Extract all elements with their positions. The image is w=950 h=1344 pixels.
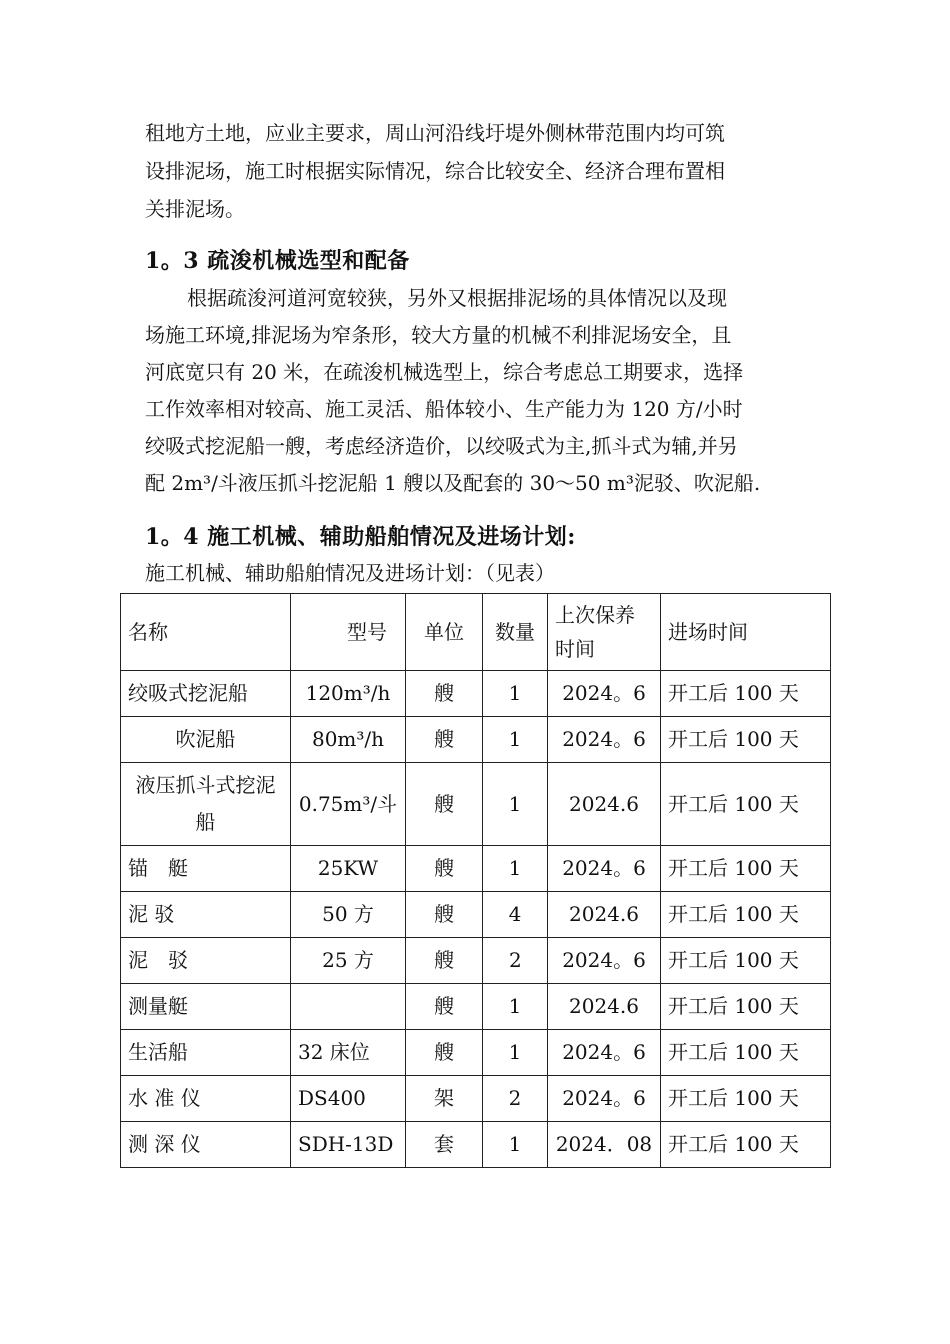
intro-line-2: 设排泥场，施工时根据实际情况，综合比较安全、经济合理布置相 (145, 159, 725, 183)
cell-unit: 艘 (406, 892, 483, 938)
cell-model (291, 984, 406, 1030)
cell-date: 2024。6 (548, 938, 661, 984)
header-name: 名称 (121, 594, 291, 671)
cell-date: 2024。6 (548, 846, 661, 892)
header-model: 型号 (291, 594, 406, 671)
cell-model: 50 方 (291, 892, 406, 938)
cell-date: 2024。6 (548, 717, 661, 763)
cell-name: 液压抓斗式挖泥船 (121, 763, 291, 846)
cell-name: 泥 驳 (121, 938, 291, 984)
cell-unit: 艘 (406, 763, 483, 846)
cell-qty: 1 (483, 984, 548, 1030)
table-row (121, 671, 831, 717)
table-row (121, 938, 831, 984)
cell-unit: 艘 (406, 717, 483, 763)
cell-date: 2024.6 (548, 763, 661, 846)
cell-date: 2024.6 (548, 984, 661, 1030)
cell-entry: 开工后 100 天 (661, 938, 831, 984)
header-last-maintenance: 上次保养时间 (548, 594, 661, 671)
cell-model: SDH-13D (291, 1122, 406, 1168)
section-1-3-heading: 1。3 疏浚机械选型和配备 (145, 248, 410, 274)
cell-name: 锚 艇 (121, 846, 291, 892)
cell-entry: 开工后 100 天 (661, 1076, 831, 1122)
equipment-table (120, 593, 831, 1168)
cell-date: 2024。6 (548, 1030, 661, 1076)
cell-name: 测 深 仪 (121, 1122, 291, 1168)
cell-date: 2024.6 (548, 892, 661, 938)
cell-name: 水 准 仪 (121, 1076, 291, 1122)
cell-model: 120m³/h (291, 671, 406, 717)
cell-qty: 1 (483, 1122, 548, 1168)
table-caption: 施工机械、辅助船舶情况及进场计划：（见表） (145, 561, 555, 585)
header-entry-time: 进场时间 (661, 594, 831, 671)
cell-model: 25KW (291, 846, 406, 892)
section-1-4-heading: 1。4 施工机械、辅助船舶情况及进场计划: (145, 524, 576, 550)
cell-entry: 开工后 100 天 (661, 717, 831, 763)
cell-date: 2024。6 (548, 1076, 661, 1122)
table-row (121, 717, 831, 763)
cell-name: 测量艇 (121, 984, 291, 1030)
cell-name: 绞吸式挖泥船 (121, 671, 291, 717)
cell-qty: 1 (483, 846, 548, 892)
table-row (121, 846, 831, 892)
cell-model: 80m³/h (291, 717, 406, 763)
cell-model: DS400 (291, 1076, 406, 1122)
table-header-row (121, 594, 831, 671)
cell-name: 生活船 (121, 1030, 291, 1076)
table-row (121, 984, 831, 1030)
section-1-3-line-5: 绞吸式挖泥船一艘，考虑经济造价，以绞吸式为主,抓斗式为辅,并另 (145, 434, 738, 458)
section-1-3-line-1: 根据疏浚河道河宽较狭，另外又根据排泥场的具体情况以及现 (187, 286, 727, 310)
cell-unit: 艘 (406, 671, 483, 717)
cell-unit: 套 (406, 1122, 483, 1168)
cell-unit: 艘 (406, 846, 483, 892)
cell-entry: 开工后 100 天 (661, 671, 831, 717)
cell-qty: 1 (483, 671, 548, 717)
cell-qty: 1 (483, 1030, 548, 1076)
section-1-3-line-4: 工作效率相对较高、施工灵活、船体较小、生产能力为 120 方/小时 (145, 397, 743, 421)
intro-line-1: 租地方土地，应业主要求，周山河沿线圩堤外侧林带范围内均可筑 (145, 121, 725, 145)
cell-unit: 艘 (406, 938, 483, 984)
table-row (121, 1030, 831, 1076)
section-1-3-line-6: 配 2m³/斗液压抓斗挖泥船 1 艘以及配套的 30～50 m³泥驳、吹泥船. (145, 471, 761, 495)
section-1-3-line-3: 河底宽只有 20 米，在疏浚机械选型上，综合考虑总工期要求，选择 (145, 360, 744, 384)
cell-qty: 1 (483, 763, 548, 846)
cell-qty: 2 (483, 938, 548, 984)
cell-entry: 开工后 100 天 (661, 846, 831, 892)
header-unit: 单位 (406, 594, 483, 671)
cell-entry: 开工后 100 天 (661, 1122, 831, 1168)
section-1-3-line-2: 场施工环境,排泥场为窄条形，较大方量的机械不利排泥场安全，且 (145, 323, 732, 347)
table-row (121, 892, 831, 938)
cell-model: 32 床位 (291, 1030, 406, 1076)
table-row (121, 1076, 831, 1122)
cell-date: 2024。6 (548, 671, 661, 717)
cell-model: 0.75m³/斗 (291, 763, 406, 846)
cell-qty: 4 (483, 892, 548, 938)
cell-name: 吹泥船 (121, 717, 291, 763)
cell-model: 25 方 (291, 938, 406, 984)
cell-qty: 1 (483, 717, 548, 763)
cell-entry: 开工后 100 天 (661, 1030, 831, 1076)
cell-date: 2024．08 (548, 1122, 661, 1168)
table-row (121, 1122, 831, 1168)
cell-unit: 艘 (406, 984, 483, 1030)
cell-entry: 开工后 100 天 (661, 984, 831, 1030)
table-row (121, 763, 831, 846)
header-qty: 数量 (483, 594, 548, 671)
cell-unit: 艘 (406, 1030, 483, 1076)
cell-entry: 开工后 100 天 (661, 763, 831, 846)
intro-line-3: 关排泥场。 (145, 197, 245, 221)
cell-entry: 开工后 100 天 (661, 892, 831, 938)
cell-qty: 2 (483, 1076, 548, 1122)
cell-name: 泥 驳 (121, 892, 291, 938)
cell-unit: 架 (406, 1076, 483, 1122)
